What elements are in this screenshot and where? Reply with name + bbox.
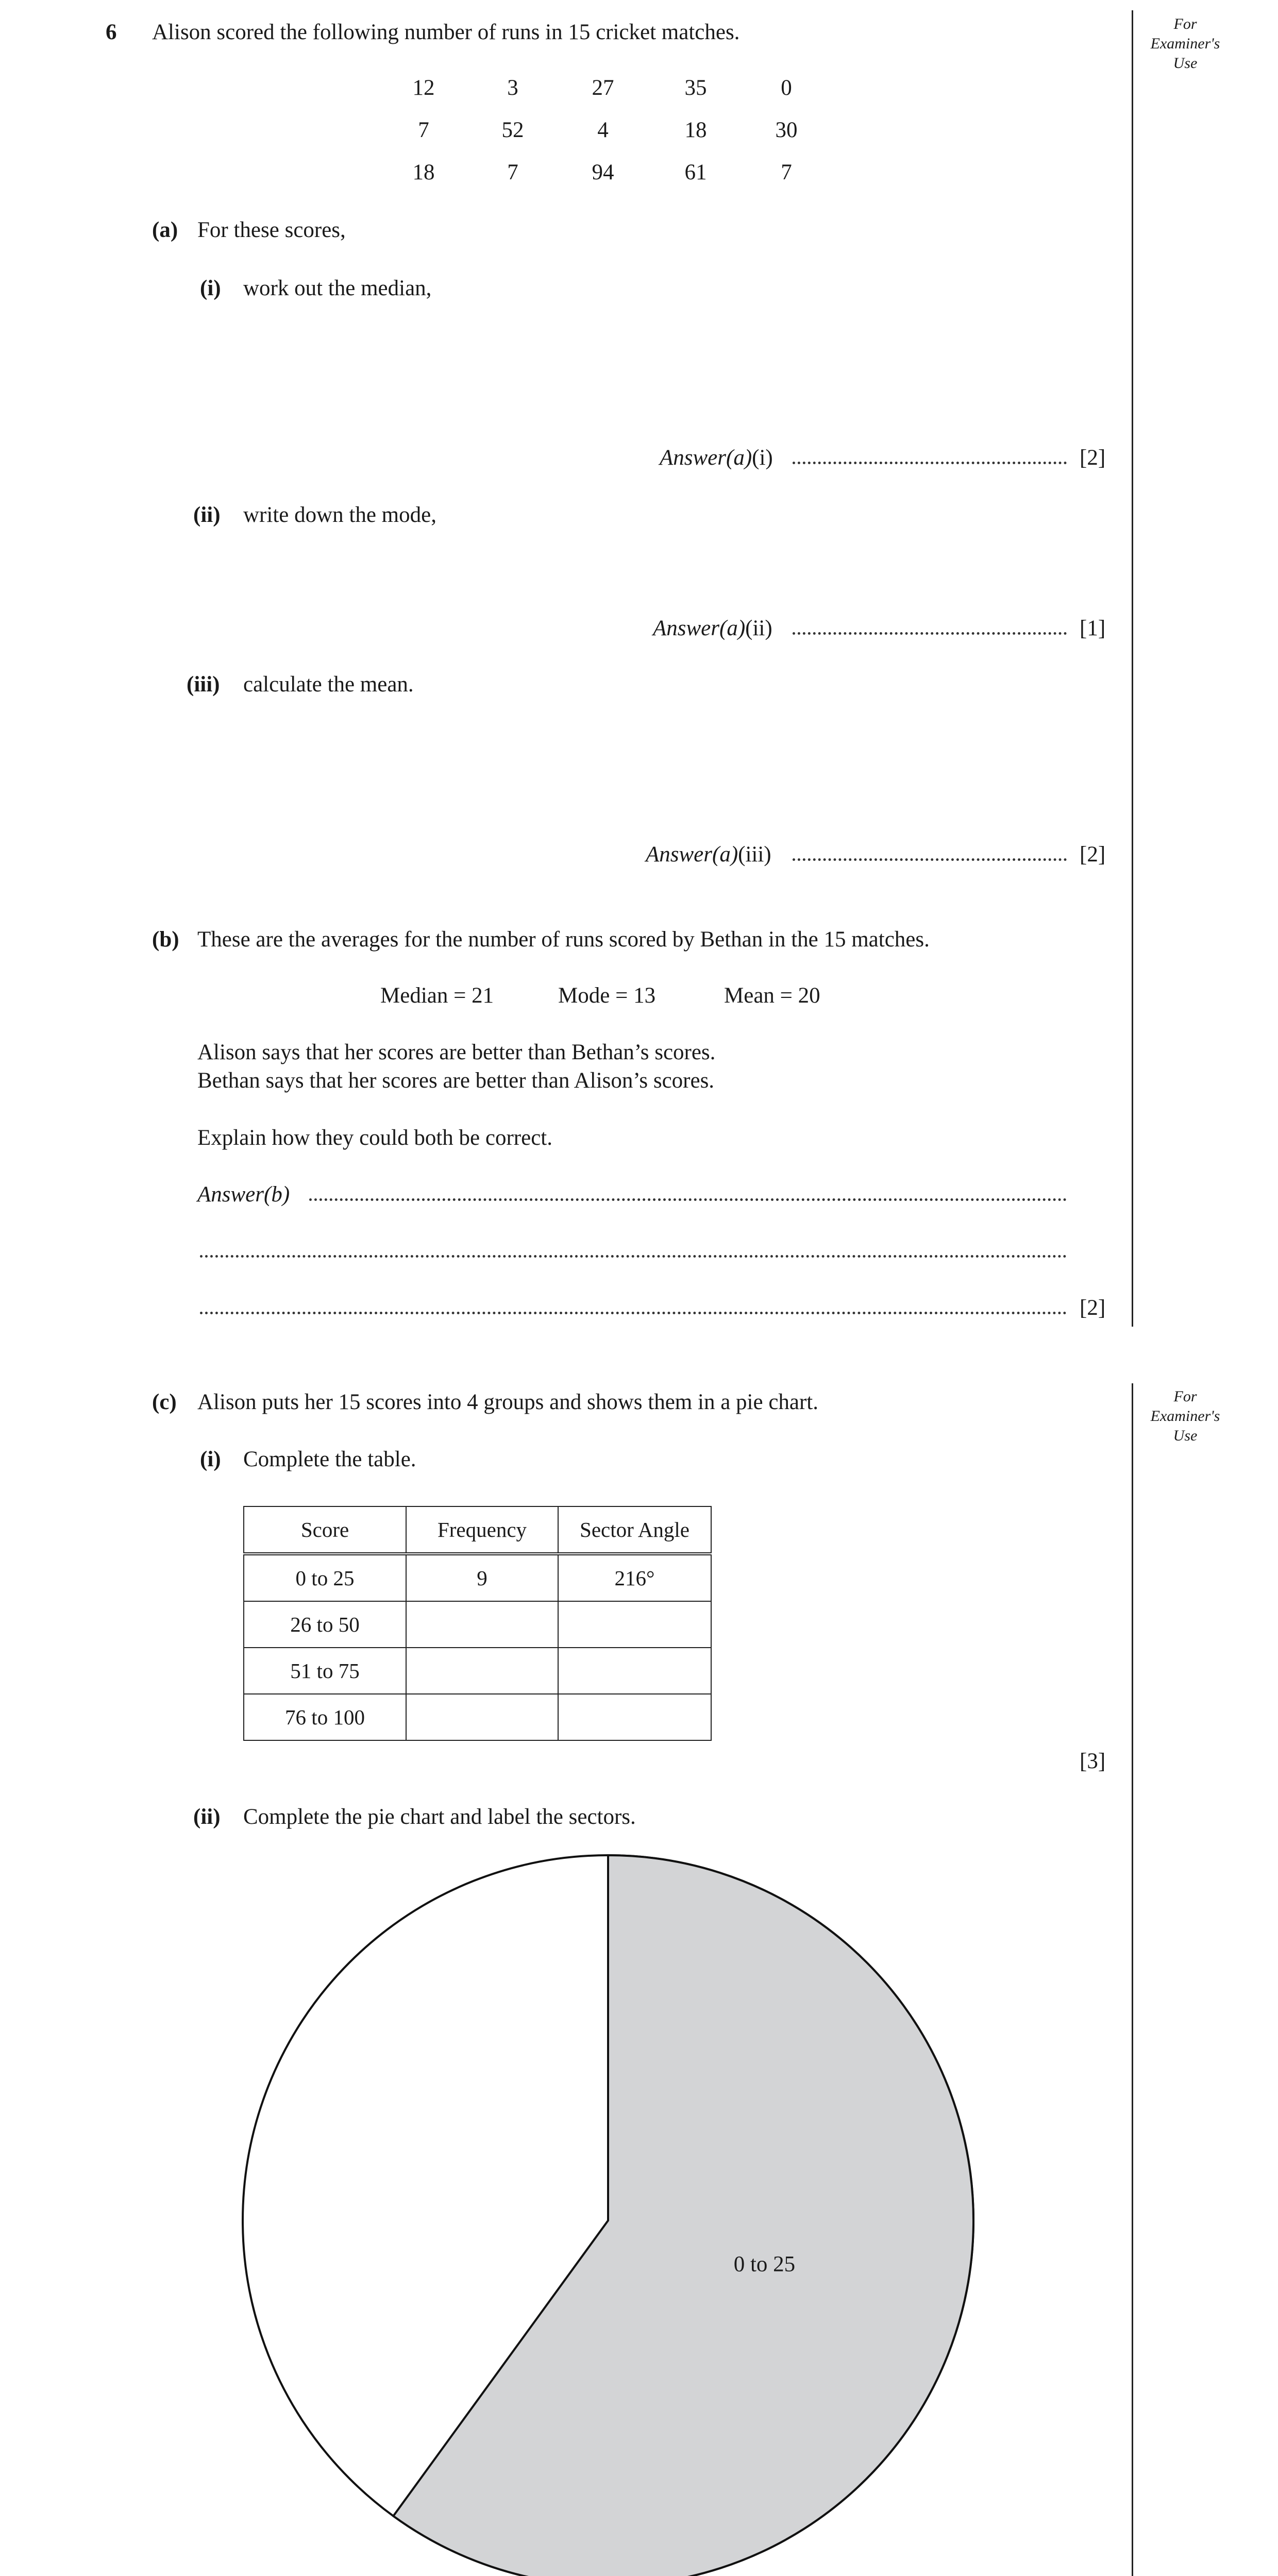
part-b-label: (b) — [152, 927, 179, 952]
answer-a-iii-label — [646, 841, 771, 869]
answer-suffix: (ii) — [745, 616, 772, 640]
score-value: 0 — [781, 76, 792, 100]
table-row — [244, 1601, 711, 1648]
answer-a-ii-label — [653, 615, 772, 642]
part-a-i-text: work out the median, — [243, 276, 432, 300]
question-intro: Alison scored the following number of runs in 15 cricket matches. — [152, 20, 740, 44]
score-value: 27 — [592, 76, 614, 100]
answer-suffix: (iii) — [738, 842, 771, 867]
score-value: 30 — [775, 118, 798, 142]
answer-prefix: Answer(a) — [653, 616, 746, 640]
table-cell-score: 0 to 25 — [244, 1554, 406, 1601]
answer-a-i-label — [660, 444, 773, 472]
part-c-i-label: (i) — [200, 1447, 221, 1471]
part-c-i-text: Complete the table. — [243, 1447, 416, 1471]
part-c-ii-text: Complete the pie chart and label the sectors. — [243, 1805, 636, 1829]
table-cell-frequency-blank[interactable] — [406, 1648, 558, 1694]
examiner-label-line: Examiner's — [1150, 35, 1220, 52]
examiner-use-label-bottom — [1144, 1387, 1226, 1446]
part-a-iii-label: (iii) — [187, 672, 220, 697]
pie-chart[interactable] — [237, 1850, 979, 2576]
question-number: 6 — [106, 20, 117, 44]
score-value: 52 — [501, 118, 524, 142]
table-cell-score: 76 to 100 — [244, 1694, 406, 1740]
table-cell-frequency: 9 — [406, 1554, 558, 1601]
examiner-margin-rule-bottom — [1132, 1383, 1133, 2576]
score-value: 7 — [418, 118, 429, 142]
table-cell-score: 26 to 50 — [244, 1601, 406, 1648]
score-value: 94 — [592, 160, 614, 184]
bethan-mean: Mean = 20 — [724, 984, 820, 1008]
table-cell-frequency-blank[interactable] — [406, 1694, 558, 1740]
part-c-ii-label: (ii) — [193, 1805, 221, 1829]
part-a-label: (a) — [152, 218, 178, 242]
answer-b-label: Answer(b) — [197, 1182, 290, 1207]
table-row — [244, 1694, 711, 1740]
bethan-mode: Mode = 13 — [558, 984, 656, 1008]
examiner-use-label-top — [1144, 14, 1226, 73]
answer-b-line-2[interactable] — [200, 1255, 1067, 1258]
part-b-line2: Bethan says that her scores are better than Alison’s scores. — [197, 1069, 715, 1093]
table-cell-score: 51 to 75 — [244, 1648, 406, 1694]
answer-suffix: (i) — [752, 446, 773, 470]
table-header-frequency: Frequency — [406, 1506, 558, 1554]
part-a-text: For these scores, — [197, 218, 346, 242]
table-cell-angle-blank[interactable] — [558, 1694, 711, 1740]
part-b-text: These are the averages for the number of runs scored by Bethan in the 15 matches. — [197, 927, 930, 952]
part-b-prompt: Explain how they could both be correct. — [197, 1126, 552, 1150]
bethan-median: Median = 21 — [380, 984, 494, 1008]
table-cell-angle-blank[interactable] — [558, 1601, 711, 1648]
score-value: 12 — [412, 76, 435, 100]
pie-slice-label: 0 to 25 — [733, 2252, 796, 2277]
examiner-label-line: For — [1173, 15, 1197, 32]
examiner-label-line: Use — [1173, 1427, 1198, 1444]
score-value: 35 — [684, 76, 707, 100]
answer-b-line-3[interactable] — [200, 1312, 1067, 1314]
score-value: 3 — [507, 76, 518, 100]
score-value: 4 — [597, 118, 609, 142]
answer-a-iii-line[interactable] — [793, 858, 1067, 861]
examiner-label-line: Use — [1173, 55, 1198, 72]
answer-b-line-1[interactable] — [309, 1198, 1067, 1201]
part-a-i-label: (i) — [200, 276, 221, 300]
table-cell-angle-blank[interactable] — [558, 1648, 711, 1694]
score-value: 7 — [781, 160, 792, 184]
part-a-ii-text: write down the mode, — [243, 503, 436, 527]
examiner-label-line: Examiner's — [1150, 1408, 1220, 1425]
score-value: 18 — [684, 118, 707, 142]
score-value: 7 — [507, 160, 518, 184]
table-header-score: Score — [244, 1506, 406, 1554]
examiner-margin-rule-top — [1132, 10, 1133, 1327]
score-value: 18 — [412, 160, 435, 184]
answer-a-i-line[interactable] — [793, 462, 1067, 464]
marks-b: [2] — [1080, 1296, 1106, 1320]
table-cell-angle: 216° — [558, 1554, 711, 1601]
answer-prefix: Answer(a) — [646, 842, 738, 867]
frequency-table — [243, 1506, 712, 1741]
answer-prefix: Answer(a) — [660, 446, 752, 470]
table-row — [244, 1554, 711, 1601]
marks-a-iii: [2] — [1080, 842, 1106, 867]
answer-a-ii-line[interactable] — [793, 632, 1067, 635]
part-c-text: Alison puts her 15 scores into 4 groups and shows them in a pie chart. — [197, 1390, 819, 1414]
marks-c-i: [3] — [1080, 1749, 1106, 1773]
table-row — [244, 1648, 711, 1694]
marks-a-i: [2] — [1080, 446, 1106, 470]
part-b-line1: Alison says that her scores are better than Bethan’s scores. — [197, 1040, 716, 1064]
part-a-ii-label: (ii) — [193, 503, 221, 527]
table-header-row — [244, 1506, 711, 1554]
score-value: 61 — [684, 160, 707, 184]
table-header-sector-angle: Sector Angle — [558, 1506, 711, 1554]
part-c-label: (c) — [152, 1390, 177, 1414]
examiner-label-line: For — [1173, 1388, 1197, 1405]
table-cell-frequency-blank[interactable] — [406, 1601, 558, 1648]
part-a-iii-text: calculate the mean. — [243, 672, 414, 697]
marks-a-ii: [1] — [1080, 616, 1106, 640]
